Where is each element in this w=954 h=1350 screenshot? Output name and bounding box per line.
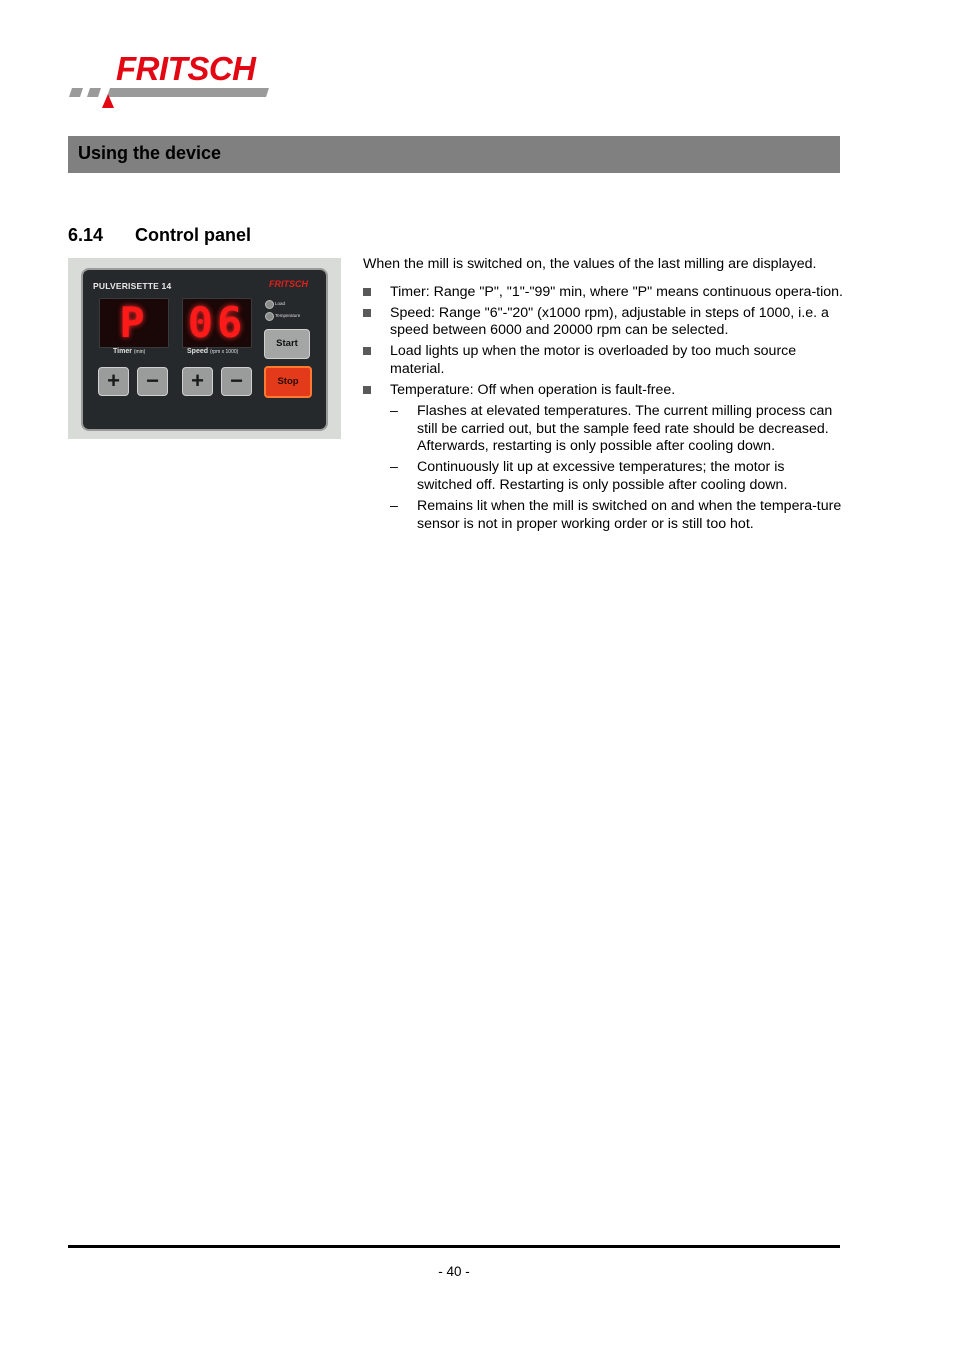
panel-model-label: PULVERISETTE 14 [93,281,172,291]
intro-paragraph: When the mill is switched on, the values of the last milling are displayed. [363,256,817,272]
logo-wordmark: FRITSCH [116,50,256,87]
temperature-led-icon [265,312,274,321]
square-bullet-icon [363,288,371,296]
speed-display: 06 [182,298,252,348]
temperature-led-label: Temperature [275,313,301,318]
dash-marker: – [390,459,398,476]
section-header-bar [68,136,840,173]
bullet-text-load: Load lights up when the motor is overloaded by too much source material. [390,343,797,377]
bullet-item [363,343,843,378]
sub-list-item [363,498,843,533]
square-bullet-icon [363,347,371,355]
heading-number: 6.14 [68,225,104,245]
square-bullet-icon [363,386,371,394]
page-number: - 40 - [438,1264,470,1279]
timer-plus-button: + [98,367,129,396]
speed-plus-button: + [182,367,213,396]
bullet-text-temperature: Temperature: Off when operation is fault-free. [390,382,676,399]
fritsch-logo [66,52,286,112]
start-button: Start [264,329,310,359]
square-bullet-icon [363,309,371,317]
load-led-label: Load [275,301,286,306]
control-panel-photo [68,258,341,439]
dash-marker: – [390,498,398,515]
timer-group-label: Timer (min) [113,348,146,355]
bullet-item [363,284,843,302]
sub-item-text: Flashes at elevated temperatures. The current milling process can still be carried out, but the sample feed rate should be decreased. Afterwards, restarting is only possible after cooling down. [417,403,833,455]
sub-list-item [363,459,843,494]
speed-minus-button: − [221,367,252,396]
bullet-item [363,305,843,340]
stop-button: Stop [264,366,312,398]
timer-display: P [99,298,169,348]
dash-marker: – [390,403,398,420]
sub-item-text: Remains lit when the mill is switched on and when the tempera-ture sensor is not in proper working order or is still too hot. [417,498,842,532]
sub-list-item [363,403,843,456]
section-title: Using the device [78,143,222,163]
bullet-item [363,382,843,400]
control-panel [83,270,326,429]
footer-divider [68,1245,840,1248]
timer-minus-button: − [137,367,168,396]
chapter-heading [68,225,251,246]
heading-title: Control panel [135,225,251,245]
bullet-text-timer: Timer: Range "P", "1"-"99" min, where "P" means continuous opera-tion. [390,283,843,300]
panel-brand-label: FRITSCH [269,279,308,289]
description-text [363,256,843,537]
bullet-text-speed: Speed: Range "6"-"20" (x1000 rpm), adjustable in steps of 1000, i.e. a speed between 6000 and 20000 rpm can be selected. [390,304,829,339]
sub-item-text: Continuously lit up at excessive temperatures; the motor is switched off. Restarting is only possible after cooling down. [417,459,788,494]
speed-group-label: Speed (rpm x 1000) [187,348,239,355]
load-led-icon [265,300,274,309]
